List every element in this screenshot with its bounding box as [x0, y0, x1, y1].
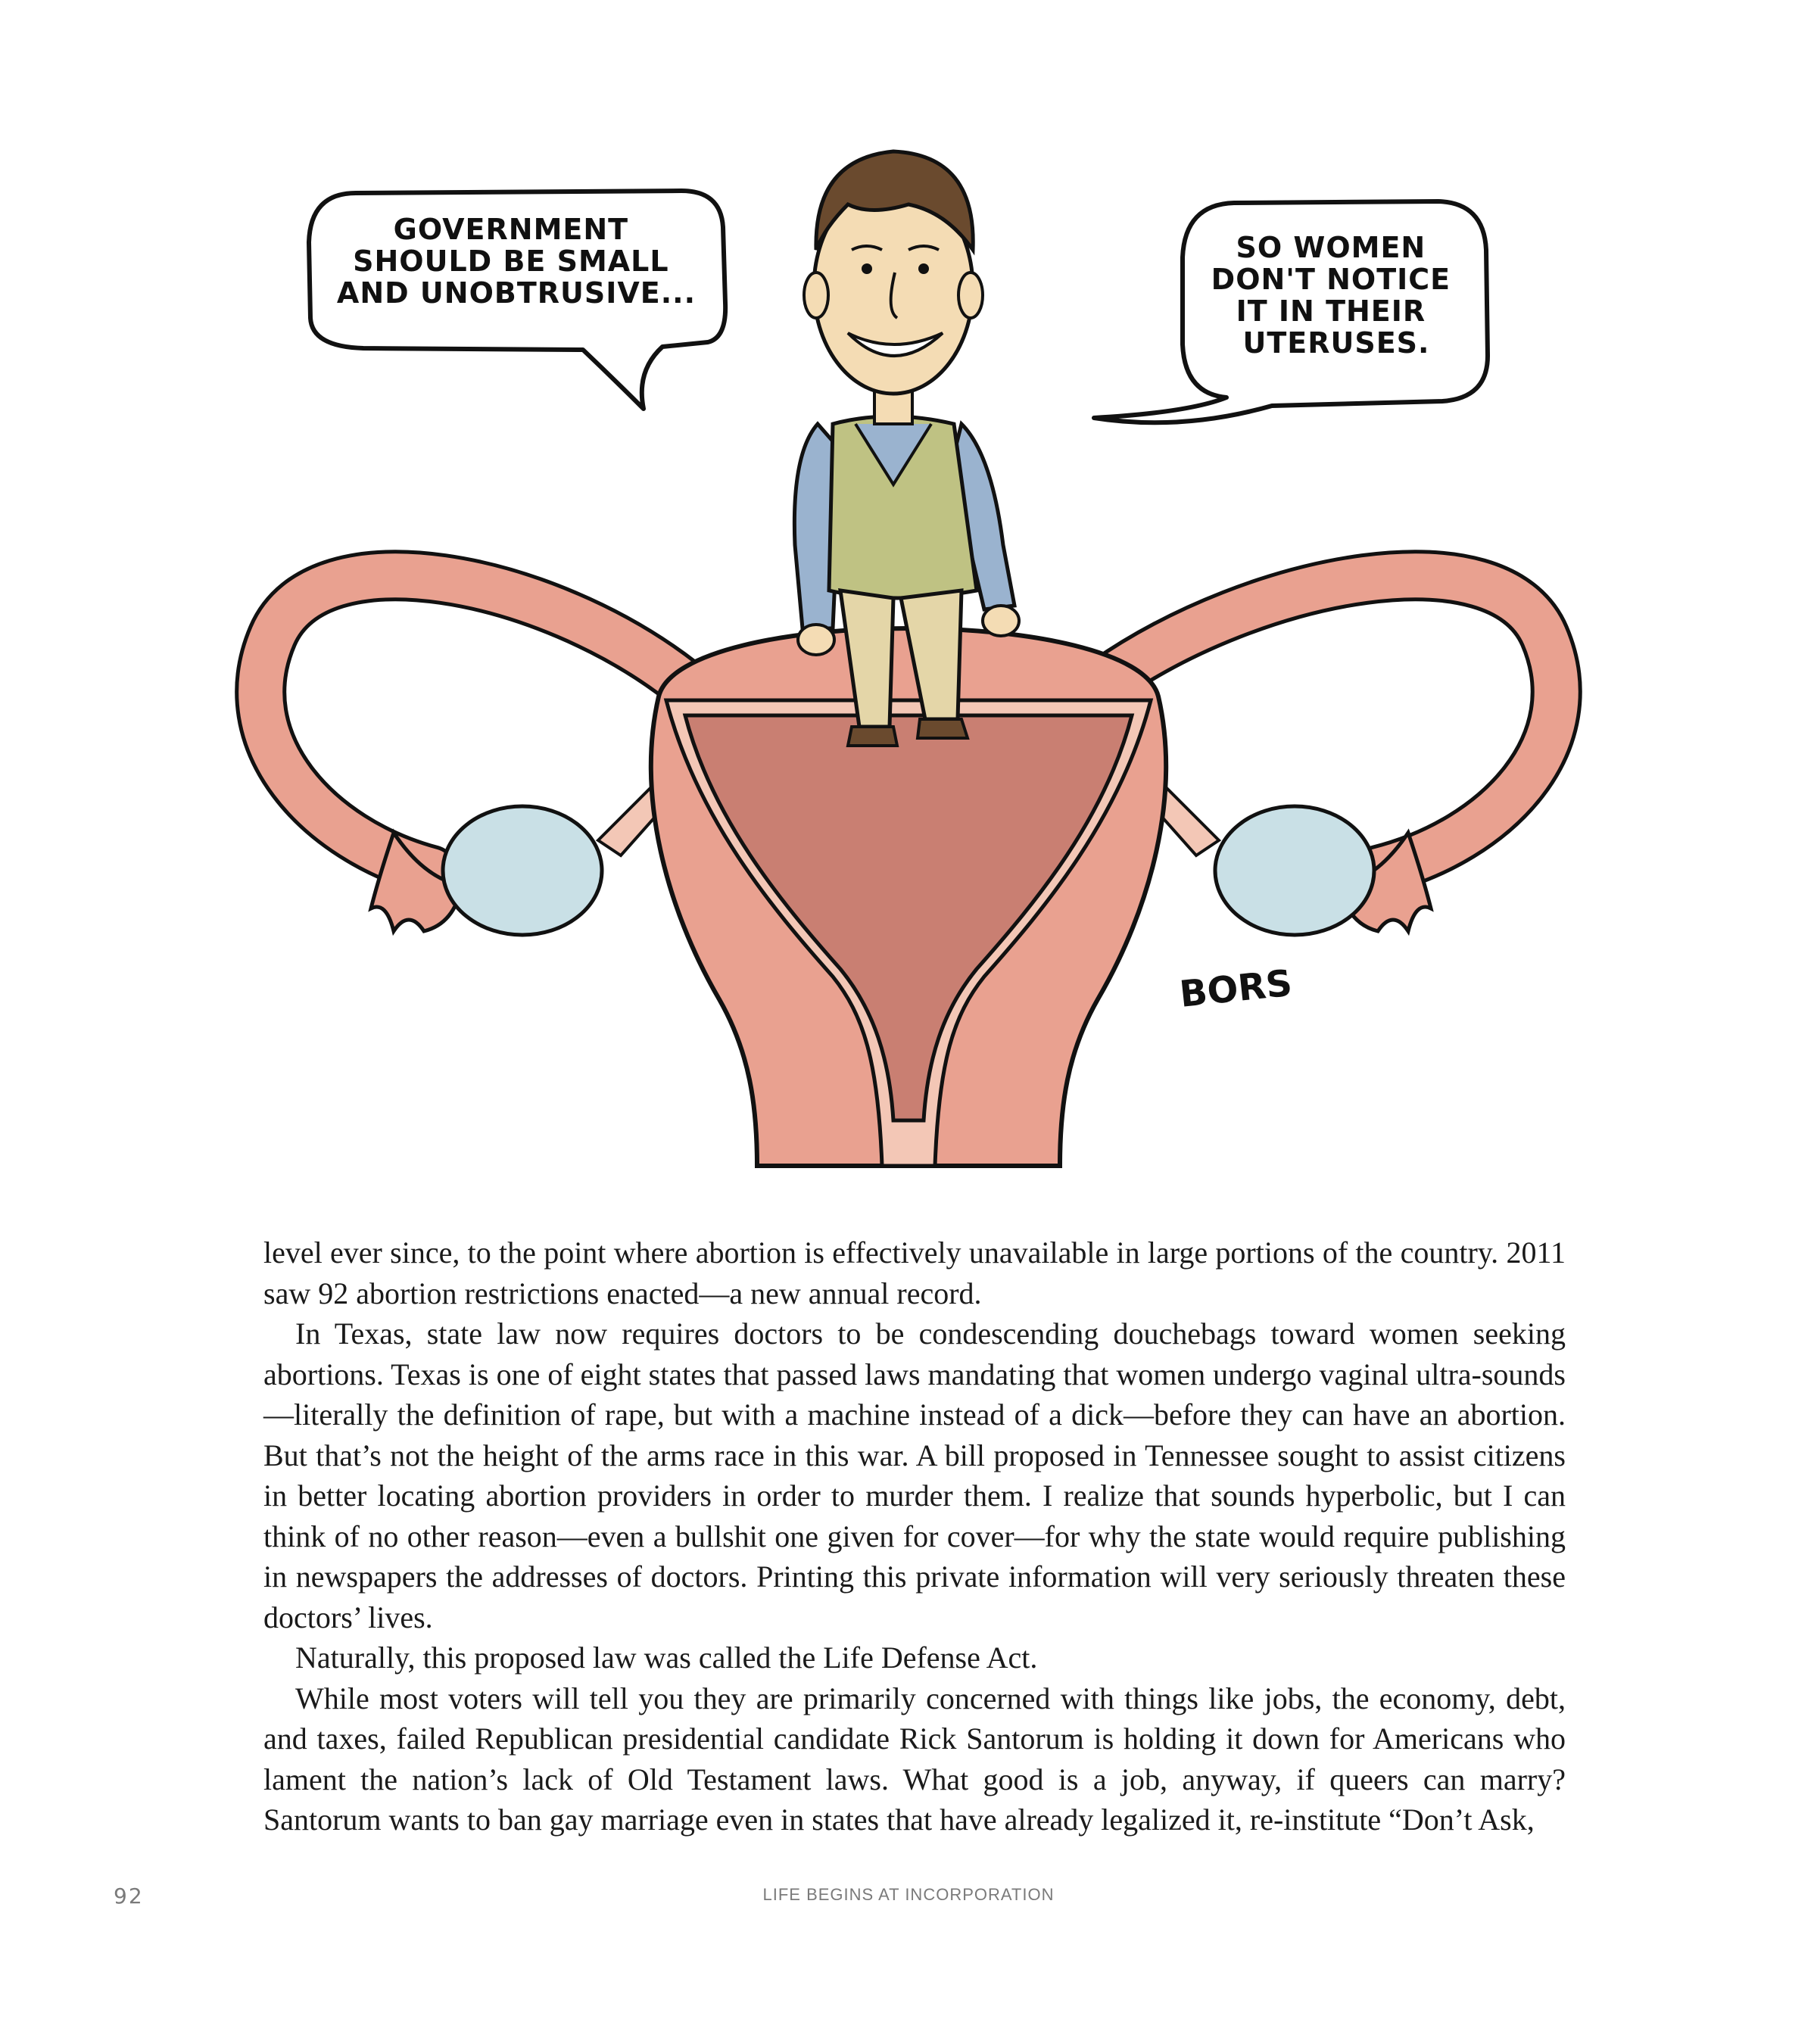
left-bubble-line-3: AND UNOBTRUSIVE...: [336, 276, 697, 310]
body-text: [263, 1232, 1566, 1840]
paragraph-3: Naturally, this proposed law was called the Life Defense Act.: [295, 1640, 1038, 1675]
left-bubble-line-2: SHOULD BE SMALL: [353, 245, 669, 278]
artist-signature: BORS: [1177, 961, 1295, 1016]
right-ear: [958, 273, 983, 318]
right-speech-bubble: [1094, 201, 1488, 422]
svg-text:SO WOMEN DON'T NOTICE: [1211, 231, 1462, 360]
left-eye: [862, 263, 872, 274]
left-ear: [804, 273, 828, 318]
left-hand: [798, 625, 834, 655]
left-ovary: [443, 806, 602, 935]
right-bubble-line-4: UTERUSES.: [1242, 326, 1430, 360]
right-bubble-line-3: IT IN THEIR: [1236, 294, 1426, 328]
left-bubble-line-1: GOVERNMENT: [393, 213, 629, 246]
right-eye: [918, 263, 929, 274]
uterus-illustration: [260, 575, 1556, 1166]
right-bubble-line-2: DON'T NOTICE: [1211, 263, 1451, 296]
paragraph-1: level ever since, to the point where abortion is effectively unavailable in large portions of the country. 2011 saw 92 abortion restrictions enacted—a new annual record.: [263, 1235, 1566, 1310]
right-bubble-line-1: SO WOMEN: [1236, 231, 1426, 264]
paragraph-2: In Texas, state law now requires doctors to be condescending douchebags toward women seeking abortions. Texas is one of eight states that passed laws mandating that women undergo vaginal ultra-sounds—literally the definition of rape, but with a machine instead of a dick—before they can have an abortion. But that’s not the height of the arms race in this war. A bill proposed in Tennessee sought to assist citizens in better locating abortion providers in order to murder them. I realize that sounds hyperbolic, but I can think of no other reason—even a bullshit one given for cover—for why the state would require publishing in newspapers the addresses of doctors. Printing this private information will very seriously threaten these doctors’ lives.: [263, 1316, 1566, 1634]
left-shoe: [848, 727, 897, 746]
right-shoe: [918, 719, 968, 738]
paragraph-4: While most voters will tell you they are primarily concerned with things like jobs, the economy, debt, and taxes, failed Republican presidential candidate Rick Santorum is holding it down for Americans who lament the nation’s lack of Old Testament laws. What good is a job, anyway, if queers can marry? Santorum wants to ban gay marriage even in states that have already legalized it, re-institute “Don’t Ask,: [263, 1681, 1566, 1837]
right-hand: [983, 606, 1019, 636]
running-title: LIFE BEGINS AT INCORPORATION: [762, 1885, 1055, 1904]
page-number: 92: [114, 1884, 144, 1908]
left-speech-bubble: [309, 191, 725, 409]
right-ovary: [1215, 806, 1374, 935]
